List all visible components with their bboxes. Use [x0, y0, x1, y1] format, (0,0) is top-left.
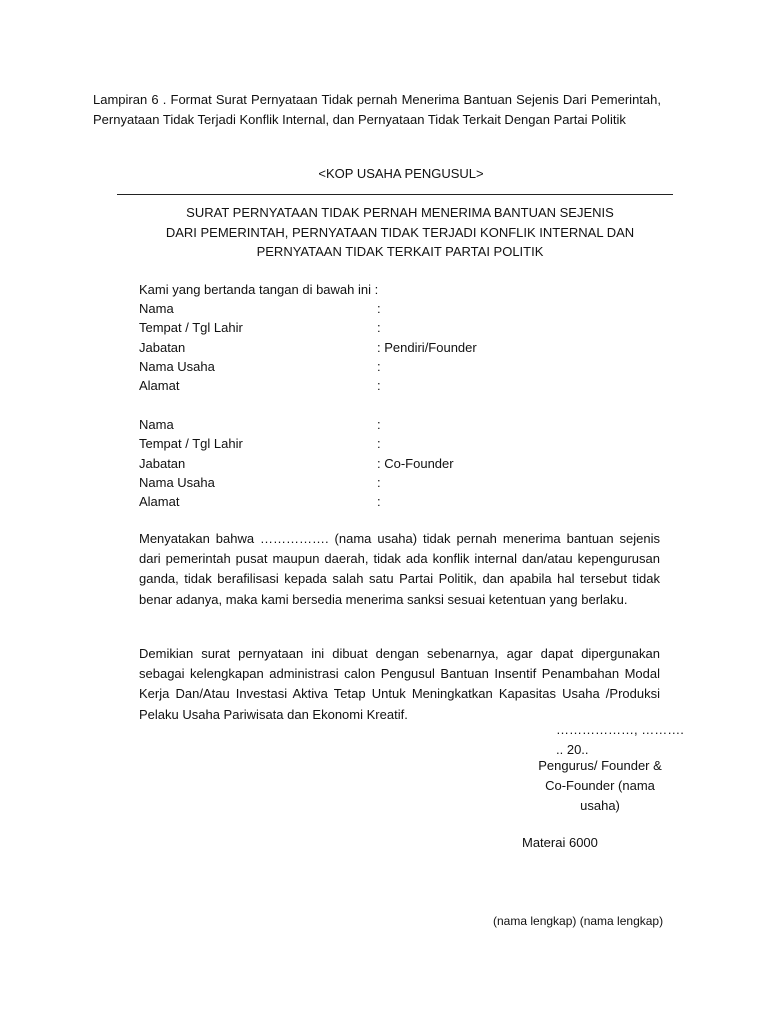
title-line-1: SURAT PERNYATAAN TIDAK PERNAH MENERIMA BANTUAN SEJENIS	[186, 205, 614, 220]
place-date-line-2: .. 20..	[556, 741, 589, 757]
field-label: Alamat	[139, 494, 180, 510]
place-date-block	[556, 720, 684, 759]
founder-identity-block	[139, 299, 679, 395]
field-label: Jabatan	[139, 455, 186, 471]
field-label: Alamat	[139, 378, 180, 394]
field-label: Nama Usaha	[139, 358, 215, 374]
title-line-3: PERNYATAAN TIDAK TERKAIT PARTAI POLITIK	[256, 244, 544, 259]
field-row-nama	[139, 299, 679, 318]
field-row-nama-usaha	[139, 473, 679, 492]
document-title	[130, 203, 670, 262]
field-value: :	[377, 474, 381, 490]
field-row-ttl	[139, 318, 679, 337]
field-row-jabatan	[139, 454, 679, 473]
field-value: : Pendiri/Founder	[377, 339, 477, 355]
signatory-intro: Kami yang bertanda tangan di bawah ini :	[139, 282, 379, 297]
field-row-alamat	[139, 376, 679, 395]
field-value: :	[377, 378, 381, 394]
letterhead-placeholder: <KOP USAHA PENGUSUL>	[318, 166, 484, 181]
signatory-line-1: Pengurus/ Founder &	[538, 758, 662, 773]
field-row-alamat	[139, 492, 679, 511]
field-label: Nama	[139, 301, 174, 316]
statement-paragraph: Menyatakan bahwa ……………. (nama usaha) tidak pernah menerima bantuan sejenis dari pemerintah pusat maupun daerah, tidak ada konflik internal dan/atau kepengurusan ganda, tidak berafilisasi kepada salah satu Partai Politik, dan apabila hal tersebut tidak benar adanya, maka kami bersedia menerima sanksi sesuai ketentuan yang berlaku.	[139, 531, 660, 607]
field-row-nama	[139, 415, 679, 434]
field-value: :	[377, 301, 381, 316]
field-label: Tempat / Tgl Lahir	[139, 320, 243, 336]
field-value: :	[377, 436, 381, 452]
field-value: :	[377, 358, 381, 374]
field-label: Nama	[139, 417, 174, 432]
field-value: : Co-Founder	[377, 455, 454, 471]
signatory-role	[525, 756, 675, 816]
closing-paragraph: Demikian surat pernyataan ini dibuat dengan sebenarnya, agar dapat dipergunakan sebagai kelengkapan administrasi calon Pengusul Bantuan Insentif Penambahan Modal Kerja Dan/Atau Investasi Aktiva Tetap Untuk Meningkatkan Kapasitas Usaha /Produksi Pelaku Usaha Pariwisata dan Ekonomi Kreatif.	[139, 646, 660, 722]
field-row-jabatan	[139, 338, 679, 357]
field-row-nama-usaha	[139, 357, 679, 376]
field-label: Tempat / Tgl Lahir	[139, 436, 243, 452]
field-label: Jabatan	[139, 339, 186, 355]
field-label: Nama Usaha	[139, 474, 215, 490]
field-value: :	[377, 417, 381, 432]
signatory-line-2: Co-Founder (nama	[545, 778, 655, 793]
cofounder-identity-block	[139, 415, 679, 511]
stamp-duty-label: Materai 6000	[522, 835, 598, 850]
signatory-line-3: usaha)	[580, 798, 620, 813]
field-row-ttl	[139, 434, 679, 453]
attachment-heading: Lampiran 6 . Format Surat Pernyataan Tidak pernah Menerima Bantuan Sejenis Dari Pemerintah, Pernyataan Tidak Terjadi Konflik Internal, dan Pernyataan Tidak Terkait Dengan Partai Politik	[93, 92, 661, 127]
full-name-placeholders: (nama lengkap) (nama lengkap)	[493, 914, 664, 928]
field-value: :	[377, 320, 381, 336]
field-value: :	[377, 494, 381, 510]
letterhead-divider	[117, 194, 673, 195]
title-line-2: DARI PEMERINTAH, PERNYATAAN TIDAK TERJADI KONFLIK INTERNAL DAN	[165, 224, 635, 240]
place-date-line-1: ………………, ……….	[556, 722, 684, 737]
